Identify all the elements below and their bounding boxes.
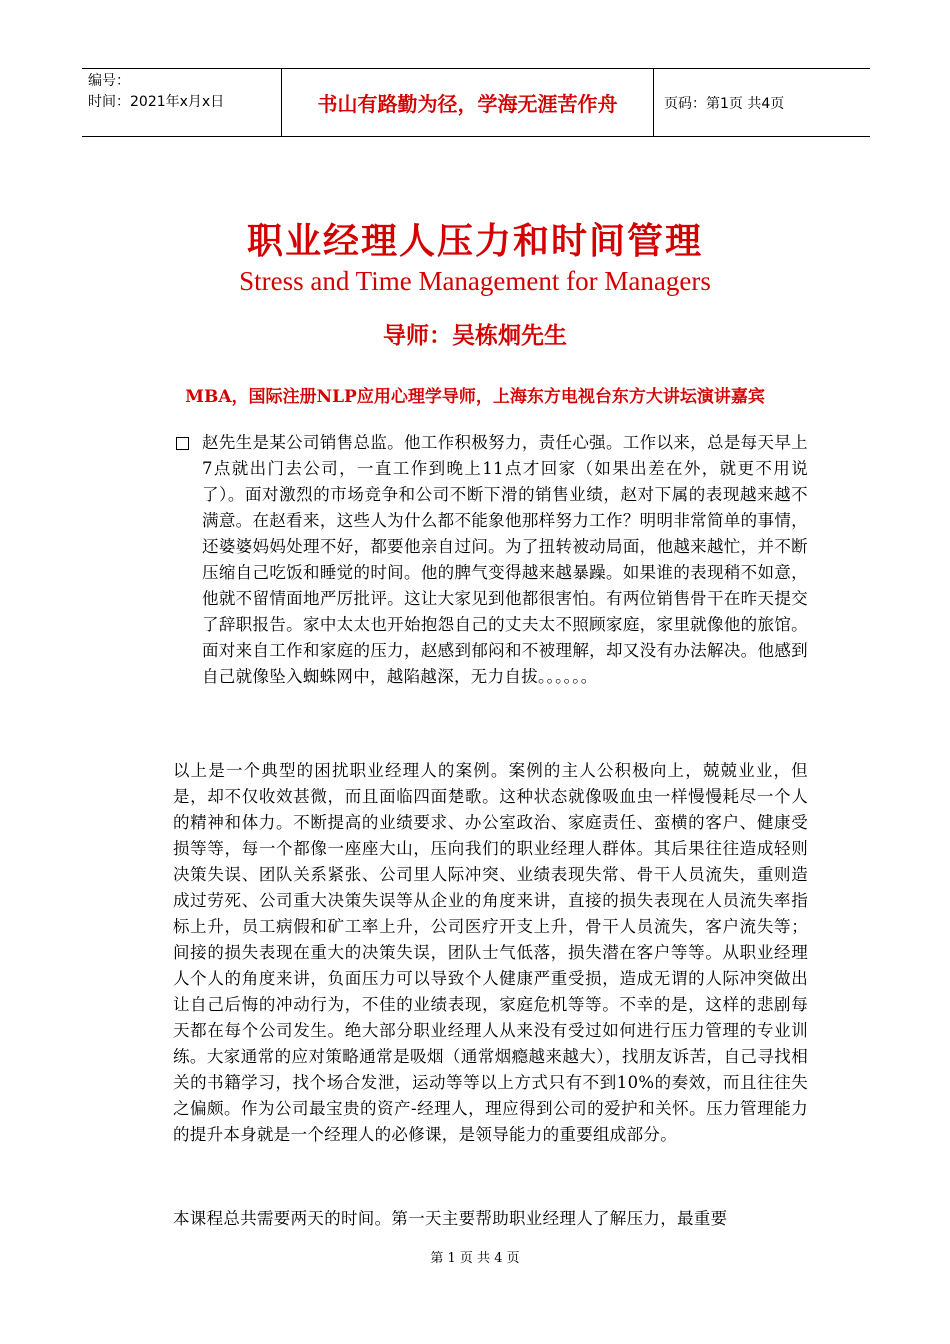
body-paragraph-1: 以上是一个典型的困扰职业经理人的案例。案例的主人公积极向上，兢兢业业，但是，却不仅收效甚微，而且面临四面楚歌。这种状态就像吸血虫一样慢慢耗尽一个人的精神和体力。不断提高的业绩要求、办公室政治、家庭责任、蛮横的客户、健康受损等等，每一个都像一座座大山，压向我们的职业经理人群体。其后果往往造成轻则决策失误、团队关系紧张、公司里人际冲突、业绩表现失常、骨干人员流失，重则造成过劳死、公司重大决策失误等从企业的角度来讲，直接的损失表现在人员流失率指标上升，员工病假和矿工率上升，公司医疗开支上升，骨干人员流失，客户流失等；间接的损失表现在重大的决策失误，团队士气低落，损失潜在客户等等。从职业经理人个人的角度来讲，负面压力可以导致个人健康严重受损，造成无谓的人际冲突做出让自己后悔的冲动行为，不佳的业绩表现，家庭危机等等。不幸的是，这样的悲剧每天都在每个公司发生。绝大部分职业经理人从来没有受过如何进行压力管理的专业训练。大家通常的应对策略通常是吸烟（通常烟瘾越来越大），找朋友诉苦，自己寻找相关的书籍学习，找个场合发泄，运动等等以上方式只有不到10%的奏效，而且往往失之偏颇。作为公司最宝贵的资产-经理人，理应得到公司的爱护和关怀。压力管理能力的提升本身就是一个经理人的必修课，是领导能力的重要组成部分。 <box>173 761 808 1144</box>
main-title: 职业经理人压力和时间管理 <box>246 220 703 262</box>
instructor-credentials: MBA，国际注册NLP应用心理学导师，上海东方电视台东方大讲坛演讲嘉宾 <box>185 387 765 407</box>
header-meta <box>82 69 282 136</box>
page-header <box>82 68 870 137</box>
document-time: 时间：2021年x月x日 <box>88 94 225 110</box>
header-motto: 书山有路勤为径，学海无涯苦作舟 <box>317 92 618 116</box>
english-title: Stress and Time Management for Managers <box>239 266 711 296</box>
header-page-info: 页码：第1页 共4页 <box>664 95 785 112</box>
header-motto-cell <box>282 69 654 136</box>
document-number: 编号： <box>88 73 130 89</box>
instructor-name: 导师：吴栋炯先生 <box>383 322 567 349</box>
case-study <box>176 430 808 690</box>
body-paragraph-2: 本课程总共需要两天的时间。第一天主要帮助职业经理人了解压力，最重要 <box>173 1209 728 1228</box>
checkbox-bullet-icon <box>176 437 189 450</box>
case-study-text: 赵先生是某公司销售总监。他工作积极努力，责任心强。工作以来，总是每天早上7点就出门去公司，一直工作到晚上11点才回家（如果出差在外，就更不用说了）。面对激烈的市场竞争和公司不断下滑的销售业绩，赵对下属的表现越来越不满意。在赵看来，这些人为什么都不能象他那样努力工作？明明非常简单的事情，还婆婆妈妈处理不好，都要他亲自过问。为了扭转被动局面，他越来越忙，并不断压缩自己吃饭和睡觉的时间。他的脾气变得越来越暴躁。如果谁的表现稍不如意，他就不留情面地严厉批评。这让大家见到他都很害怕。有两位销售骨干在昨天提交了辞职报告。家中太太也开始抱怨自己的丈夫太不照顾家庭，家里就像他的旅馆。面对来自工作和家庭的压力，赵感到郁闷和不被理解，却又没有办法解决。他感到自己就像坠入蜘蛛网中，越陷越深，无力自拔。。。。。。 <box>202 433 808 686</box>
page-footer: 第 1 页 共 4 页 <box>430 1251 520 1266</box>
